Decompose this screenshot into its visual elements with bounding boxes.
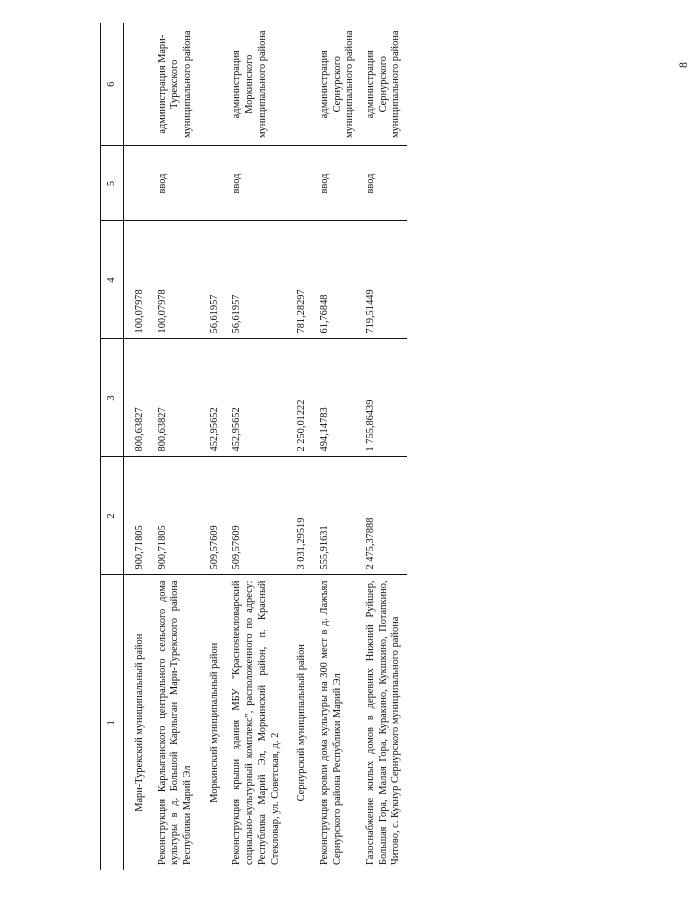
cell-col3: 452,95652 <box>227 339 286 457</box>
header-col-3: 3 <box>101 339 124 457</box>
cell-total: 3 031,29519 <box>286 457 315 575</box>
cell-work-type: ввод <box>153 146 199 221</box>
district-name: Мари-Турекский муниципальный район <box>134 633 145 812</box>
cell-col3: 494,14783 <box>315 339 361 457</box>
cell-col3: 800,63827 <box>153 339 199 457</box>
header-col-2: 2 <box>101 457 124 575</box>
cell-col4: 719,51449 <box>361 221 407 339</box>
header-row <box>101 23 124 870</box>
object-name: Реконструкция кровли дома культуры на 300 мест в д. Лажъял Сернурского района Республики Марий Эл <box>318 580 343 865</box>
cell-col4: 61,76848 <box>315 221 361 339</box>
object-name: Газоснабжение жилых домов в деревнях Нижний Руйшер, Большая Гора, Малая Гора, Куракино, Кукшкино, Потапкино, Читово, с. Кукнур Сернурского муниципального района <box>364 580 402 865</box>
table-row-district <box>286 23 315 870</box>
table-row-object <box>153 23 199 870</box>
cell-total: 509,57609 <box>199 457 228 575</box>
cell-total: 900,71805 <box>153 457 199 575</box>
cell-col4: 781,28297 <box>286 221 315 339</box>
cell-col4: 100,07978 <box>153 221 199 339</box>
cell-col3: 1 755,86439 <box>361 339 407 457</box>
table-row-district <box>199 23 228 870</box>
table-row-object <box>361 23 407 870</box>
cell-responsible: администрация Сернурского муниципального района <box>361 23 407 146</box>
cell-work-type <box>286 146 315 221</box>
cell-work-type: ввод <box>227 146 286 221</box>
cell-responsible <box>124 23 153 146</box>
cell-col4: 100,07978 <box>124 221 153 339</box>
cell-total: 509,57609 <box>227 457 286 575</box>
header-col-4: 4 <box>101 221 124 339</box>
cell-responsible <box>199 23 228 146</box>
cell-work-type: ввод <box>315 146 361 221</box>
cell-work-type <box>124 146 153 221</box>
cell-total: 900,71805 <box>124 457 153 575</box>
cell-col4: 56,61957 <box>227 221 286 339</box>
cell-col4: 56,61957 <box>199 221 228 339</box>
object-name: Реконструкция Карлыганского центрального сельского дома культуры в д. Большой Карлыган Мари-Турекского района Республики Марий Эл <box>156 580 194 865</box>
cell-work-type <box>199 146 228 221</box>
cell-col3: 2 250,01222 <box>286 339 315 457</box>
program-table <box>100 23 407 870</box>
cell-total: 555,91631 <box>315 457 361 575</box>
cell-col3: 800,63827 <box>124 339 153 457</box>
cell-responsible: администрация Мари-Турекского муниципального района <box>153 23 199 146</box>
page-number: 8 <box>676 62 690 68</box>
district-name: Моркинский муниципальный район <box>208 642 220 803</box>
cell-total: 2 475,37888 <box>361 457 407 575</box>
header-col-1: 1 <box>101 575 124 870</box>
table-row-object <box>315 23 361 870</box>
cell-responsible: администрация Сернурского муниципального района <box>315 23 361 146</box>
table-row-district <box>124 23 153 870</box>
object-name: Реконструкция крыши здания МБУ "Краснostекловарский социально-культурный комплекс", расположенного по адресу: Республика Марий Эл, Моркинский район, п. Красный Стекловар, ул. Советская, д. 2 <box>231 580 281 865</box>
header-col-5: 5 <box>101 146 124 221</box>
cell-responsible: администрация Моркинского муниципального района <box>227 23 286 146</box>
district-name: Сернурский муниципальный район <box>296 644 308 802</box>
table-row-object <box>227 23 286 870</box>
cell-responsible <box>286 23 315 146</box>
header-col-6: 6 <box>101 23 124 146</box>
cell-work-type: ввод <box>361 146 407 221</box>
cell-col3: 452,95652 <box>199 339 228 457</box>
